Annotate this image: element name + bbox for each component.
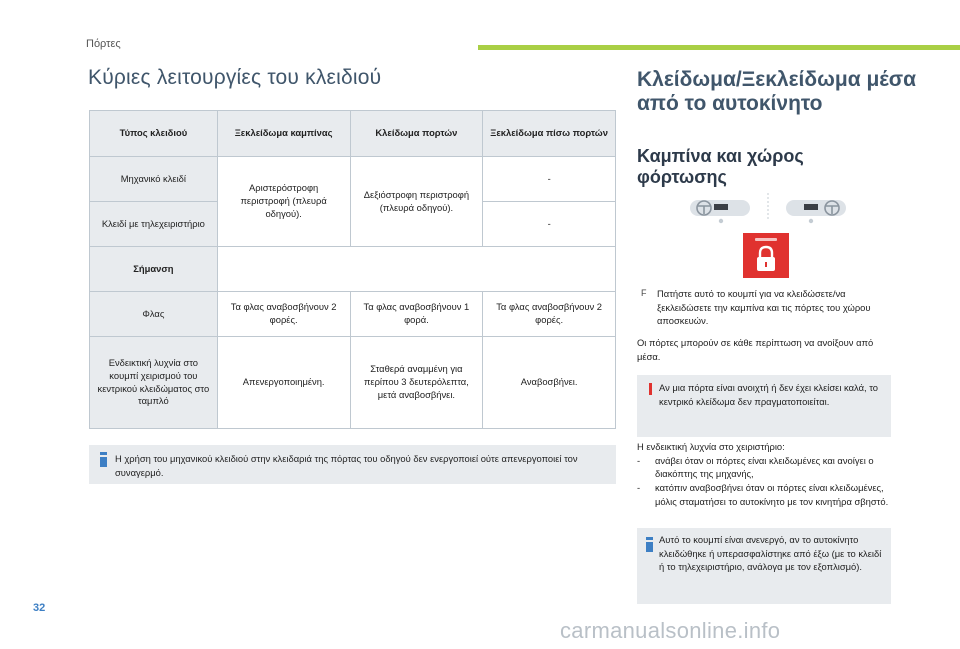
table-cell: Τα φλας αναβοσβήνουν 2 φορές. (483, 292, 616, 337)
table-header: Ξεκλείδωμα καμπίνας (217, 111, 350, 157)
right-subtitle: Καμπίνα και χώρος φόρτωσης (637, 146, 804, 187)
table-cell-empty (217, 247, 615, 292)
list-dash: - (637, 481, 641, 493)
list-dash: - (637, 454, 641, 466)
info-note (89, 445, 616, 484)
table-cell: Σταθερά αναμμένη για περίπου 3 δευτερόλεπτα, μετά αναβοσβήνει. (350, 337, 483, 429)
bullet-symbol: F (641, 288, 647, 298)
section-accent-bar (478, 45, 960, 50)
press-instruction (637, 287, 895, 328)
warning-text: Αν μια πόρτα είναι ανοιχτή ή δεν έχει κλείσει καλά, το κεντρικό κλείδωμα δεν πραγματοποιείται. (659, 382, 878, 407)
right-title: Κλείδωμα/Ξεκλείδωμα μέσα από το αυτοκίνητο (637, 68, 917, 116)
lamp-description (637, 440, 895, 508)
info-icon (100, 452, 107, 467)
row-label: Κλειδί με τηλεχειριστήριο (90, 202, 218, 247)
table-row (90, 157, 616, 202)
central-lock-illustration (690, 193, 850, 283)
warning-note (637, 375, 891, 437)
dashboard-right-icon (786, 200, 846, 223)
info-note-text: Η χρήση του μηχανικού κλειδιού στην κλειδαριά της πόρτας του οδηγού δεν ενεργοποιεί ούτε απενεργοποιεί τον συναγερμό. (115, 453, 578, 478)
table-header: Ξεκλείδωμα πίσω πορτών (483, 111, 616, 157)
list-item (637, 454, 895, 481)
table-cell: Αριστερόστροφη περιστροφή (πλευρά οδηγού). (217, 157, 350, 247)
info-note-text: Αυτό το κουμπί είναι ανενεργό, αν το αυτοκίνητο κλειδώθηκε ή υπερασφαλίστηκε από έξω (με το κλειδί ή το τηλεχειριστήριο, ανάλογα με τον εξοπλισμό). (659, 534, 882, 573)
section-label: Πόρτες (86, 38, 121, 50)
lock-button-icon (743, 233, 789, 278)
row-label: Μηχανικό κλειδί (90, 157, 218, 202)
left-title: Κύριες λειτουργίες του κλειδιού (88, 66, 382, 89)
row-label: Ενδεικτική λυχνία στο κουμπί χειρισμού του κεντρικού κλειδώματος στο ταμπλό (90, 337, 218, 429)
lamp-intro: Η ενδεικτική λυχνία στο χειριστήριο: (637, 441, 785, 452)
watermark: carmanualsonline.info (560, 618, 781, 643)
table-cell: Τα φλας αναβοσβήνουν 2 φορές. (217, 292, 350, 337)
table-header-row (90, 111, 616, 157)
table-cell: Απενεργοποιημένη. (217, 337, 350, 429)
table-row (90, 292, 616, 337)
table-cell: Τα φλας αναβοσβήνουν 1 φορά. (350, 292, 483, 337)
list-item-text: ανάβει όταν οι πόρτες είναι κλειδωμένες και ανοίγει ο διακόπτης της μηχανής, (655, 454, 874, 480)
table-cell: Αναβοσβήνει. (483, 337, 616, 429)
page-number: 32 (33, 602, 46, 614)
key-functions-table (89, 110, 616, 429)
dashboard-left-icon (690, 200, 750, 223)
open-from-inside-text: Οι πόρτες μπορούν σε κάθε περίπτωση να ανοίξουν από μέσα. (637, 337, 874, 362)
table-cell: - (483, 202, 616, 247)
info-icon (646, 537, 653, 552)
table-row (90, 247, 616, 292)
warning-icon (649, 383, 652, 395)
table-header: Κλείδωμα πορτών (350, 111, 483, 157)
list-item (637, 481, 895, 508)
table-row (90, 337, 616, 429)
info-note (637, 528, 891, 604)
signal-header: Σήμανση (90, 247, 218, 292)
row-label: Φλας (90, 292, 218, 337)
table-cell: Δεξιόστροφη περιστροφή (πλευρά οδηγού). (350, 157, 483, 247)
table-cell: - (483, 157, 616, 202)
press-text: Πατήστε αυτό το κουμπί για να κλειδώσετε/να ξεκλειδώσετε την καμπίνα και τις πόρτες του χώρου αποσκευών. (657, 288, 871, 327)
table-header: Τύπος κλειδιού (90, 111, 218, 157)
list-item-text: κατόπιν αναβοσβήνει όταν οι πόρτες είναι κλειδωμένες, μόλις σταματήσει το αυτοκίνητο με τον κινητήρα σβηστό. (655, 481, 889, 507)
